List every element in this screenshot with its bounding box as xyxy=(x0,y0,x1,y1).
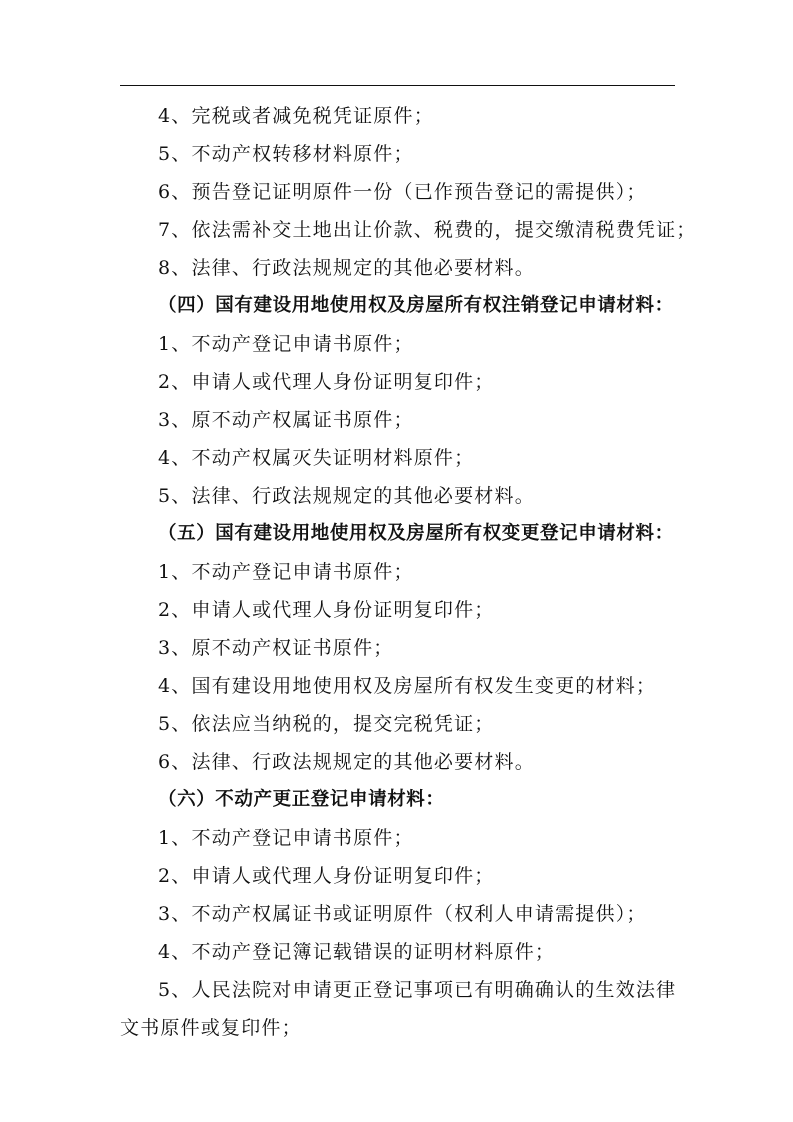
list-item: 2、申请人或代理人身份证明复印件； xyxy=(158,865,495,887)
list-item: 5、不动产权转移材料原件； xyxy=(158,143,414,165)
list-item: 7、依法需补交土地出让价款、税费的，提交缴清税费凭证； xyxy=(158,219,697,241)
list-item: 6、预告登记证明原件一份（已作预告登记的需提供）； xyxy=(158,181,647,203)
list-item: 5、人民法院对申请更正登记事项已有明确确认的生效法律 xyxy=(158,979,677,1001)
list-item: 4、国有建设用地使用权及房屋所有权发生变更的材料； xyxy=(158,675,657,697)
list-item: 4、不动产权属灭失证明材料原件； xyxy=(158,447,475,469)
list-item: 5、法律、行政法规规定的其他必要材料。 xyxy=(158,485,535,507)
list-item: 3、不动产权属证书或证明原件（权利人申请需提供）； xyxy=(158,903,647,925)
list-item: 2、申请人或代理人身份证明复印件； xyxy=(158,371,495,393)
header-rule xyxy=(120,85,675,86)
list-item: 1、不动产登记申请书原件； xyxy=(158,827,414,849)
section-heading: （四）国有建设用地使用权及房屋所有权注销登记申请材料： xyxy=(158,295,674,316)
list-item: 6、法律、行政法规规定的其他必要材料。 xyxy=(158,751,535,773)
list-item: 1、不动产登记申请书原件； xyxy=(158,333,414,355)
list-item: 5、依法应当纳税的，提交完税凭证； xyxy=(158,713,495,735)
section-heading: （六）不动产更正登记申请材料： xyxy=(158,789,445,810)
section-heading: （五）国有建设用地使用权及房屋所有权变更登记申请材料： xyxy=(158,523,674,544)
list-item: 3、原不动产权属证书原件； xyxy=(158,409,414,431)
list-item: 2、申请人或代理人身份证明复印件； xyxy=(158,599,495,621)
list-item: 4、不动产登记簿记载错误的证明材料原件； xyxy=(158,941,556,963)
list-item: 1、不动产登记申请书原件； xyxy=(158,561,414,583)
list-item: 4、完税或者减免税凭证原件； xyxy=(158,105,434,127)
list-item: 8、法律、行政法规规定的其他必要材料。 xyxy=(158,257,535,279)
list-item: 3、原不动产权证书原件； xyxy=(158,637,394,659)
list-item-continuation: 文书原件或复印件； xyxy=(120,1017,302,1039)
